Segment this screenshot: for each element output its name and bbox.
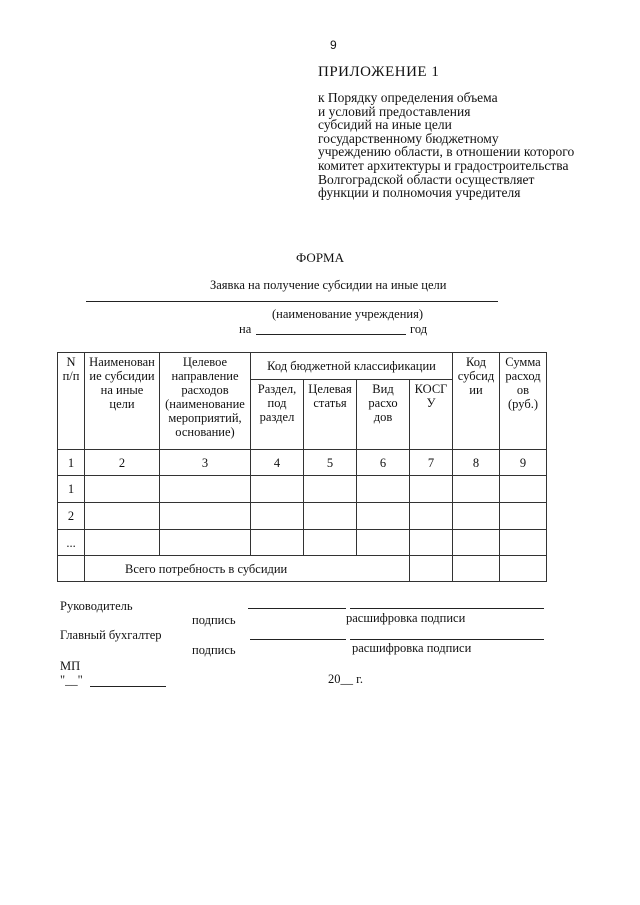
table-cell bbox=[453, 530, 500, 556]
table-cell bbox=[58, 556, 85, 582]
col-number: 6 bbox=[357, 450, 410, 476]
appendix-line: Волгоградской области осуществляет bbox=[318, 171, 535, 187]
col-number: 8 bbox=[453, 450, 500, 476]
row-number: 1 bbox=[58, 476, 85, 503]
col-number: 2 bbox=[85, 450, 160, 476]
head-label: Руководитель bbox=[60, 599, 133, 613]
col-number: 9 bbox=[500, 450, 547, 476]
table-cell bbox=[160, 530, 251, 556]
header-subsidy-code: Код субсид ии bbox=[453, 353, 500, 450]
accountant-decoding-caption: расшифровка подписи bbox=[352, 641, 472, 655]
appendix-line: государственному бюджетному bbox=[318, 130, 499, 146]
institution-name-line bbox=[86, 301, 498, 302]
appendix-description bbox=[318, 91, 574, 200]
table-cell bbox=[85, 503, 160, 530]
year-prefix: на bbox=[239, 322, 252, 336]
row-number: 2 bbox=[58, 503, 85, 530]
header-expense-type: Вид расхо дов bbox=[357, 380, 410, 450]
table-cell bbox=[453, 556, 500, 582]
form-title: ФОРМА bbox=[296, 250, 344, 265]
subsidy-request-table bbox=[57, 352, 547, 582]
institution-caption: (наименование учреждения) bbox=[272, 307, 423, 321]
table-cell bbox=[410, 556, 453, 582]
stamp-place-label: МП bbox=[60, 659, 81, 673]
table-cell bbox=[304, 476, 357, 503]
table-cell bbox=[500, 530, 547, 556]
table-cell bbox=[453, 503, 500, 530]
date-month-line bbox=[90, 686, 166, 687]
table-cell bbox=[410, 476, 453, 503]
header-target-article: Целевая статья bbox=[304, 380, 357, 450]
col-number: 1 bbox=[58, 450, 85, 476]
header-budget-classification: Код бюджетной классификации bbox=[251, 353, 453, 380]
table-cell bbox=[85, 530, 160, 556]
accountant-signature-line bbox=[250, 639, 346, 640]
header-purpose: Целевое направление расходов (наименование мероприятий, основание) bbox=[160, 353, 251, 450]
table-cell bbox=[304, 530, 357, 556]
accountant-signature-caption: подпись bbox=[192, 643, 236, 657]
table-cell bbox=[160, 503, 251, 530]
appendix-line: комитет архитектуры и градостроительства bbox=[318, 157, 569, 173]
table-cell bbox=[410, 503, 453, 530]
table-cell bbox=[410, 530, 453, 556]
col-number: 5 bbox=[304, 450, 357, 476]
col-number: 7 bbox=[410, 450, 453, 476]
date-day: "__" bbox=[60, 673, 83, 687]
appendix-title: ПРИЛОЖЕНИЕ 1 bbox=[318, 64, 440, 80]
col-number: 3 bbox=[160, 450, 251, 476]
header-amount: Сумма расход ов (руб.) bbox=[500, 353, 547, 450]
appendix-line: к Порядку определения объема bbox=[318, 90, 498, 105]
table-cell bbox=[453, 476, 500, 503]
table-cell bbox=[357, 476, 410, 503]
header-num: N п/п bbox=[58, 353, 85, 450]
year-suffix: год bbox=[410, 322, 428, 336]
appendix-line: субсидий на иные цели bbox=[318, 117, 452, 133]
table-cell bbox=[85, 476, 160, 503]
table-row bbox=[58, 476, 547, 503]
table-cell bbox=[304, 503, 357, 530]
table-cell bbox=[251, 476, 304, 503]
appendix-line: учреждению области, в отношении которого bbox=[318, 144, 575, 160]
table-row bbox=[58, 503, 547, 530]
page-number: 9 bbox=[330, 38, 337, 52]
total-row bbox=[58, 556, 547, 582]
table-cell bbox=[251, 530, 304, 556]
request-title: Заявка на получение субсидии на иные цели bbox=[210, 278, 447, 292]
table-cell bbox=[500, 476, 547, 503]
appendix-line: и условий предоставления bbox=[318, 103, 471, 119]
year-line bbox=[256, 334, 406, 335]
head-decoding-line bbox=[350, 608, 544, 609]
head-signature-caption: подпись bbox=[192, 613, 236, 627]
header-subsidy-name: Наименован ие субсидии на иные цели bbox=[85, 353, 160, 450]
accountant-label: Главный бухгалтер bbox=[60, 628, 162, 642]
head-signature-line bbox=[248, 608, 346, 609]
table-cell bbox=[357, 530, 410, 556]
date-year: 20__ г. bbox=[328, 672, 363, 686]
table-row bbox=[58, 530, 547, 556]
total-label: Всего потребность в субсидии bbox=[85, 556, 410, 582]
col-number: 4 bbox=[251, 450, 304, 476]
table-cell bbox=[357, 503, 410, 530]
table-cell bbox=[500, 556, 547, 582]
accountant-decoding-line bbox=[350, 639, 544, 640]
head-decoding-caption: расшифровка подписи bbox=[346, 611, 466, 625]
row-number: ... bbox=[58, 530, 85, 556]
appendix-line: функции и полномочия учредителя bbox=[318, 185, 521, 201]
table-cell bbox=[160, 476, 251, 503]
column-number-row bbox=[58, 450, 547, 476]
table-cell bbox=[500, 503, 547, 530]
header-section: Раздел, под раздел bbox=[251, 380, 304, 450]
header-kosgu: КОСГ У bbox=[410, 380, 453, 450]
table-cell bbox=[251, 503, 304, 530]
